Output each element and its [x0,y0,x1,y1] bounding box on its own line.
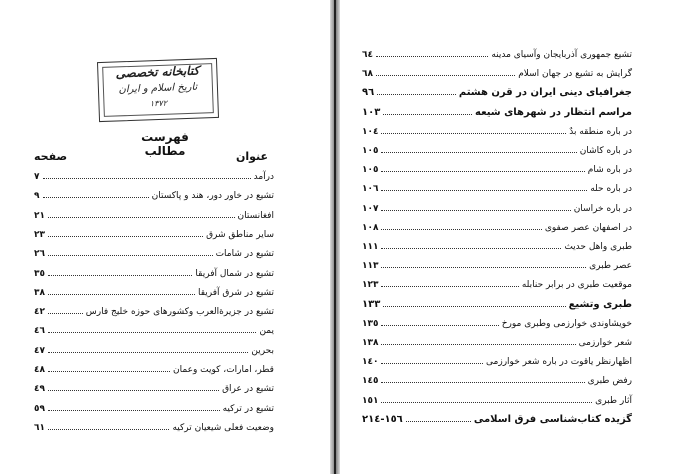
leader-dots [48,390,219,391]
left-page [0,0,330,474]
stamp-line-2: تاریخ اسلام و ایران [118,81,198,96]
toc-entry [34,263,274,279]
toc-entry-title: آثار طبری [595,395,632,406]
toc-entry-title: گزیده کتاب‌شناسی فرق اسلامی [473,413,632,425]
leader-dots [48,410,220,411]
toc-entry-page: ١٥١ [362,395,379,406]
toc-entry-title: تشیع در شرق آفریقا [197,287,274,298]
toc-entry-page: ٤٦ [34,326,45,337]
toc-entry [362,274,632,290]
toc-entry [362,217,632,233]
column-header-title: عنوان [235,150,268,163]
toc-entry-page: ١٠٣ [362,106,381,118]
toc-entry-title: وضعیت فعلی شیعیان ترکیه [172,422,274,433]
stamp-line-3: ١٣٧٢ [149,98,168,109]
toc-entry-page: ٥٩ [34,403,45,414]
toc-entry-title: طبری وتشیع [568,298,632,310]
leader-dots [381,286,518,287]
toc-entry-title: بحرین [251,345,274,356]
toc-entry [362,294,632,310]
toc-entry-title: در اصفهان عصر صفوی [544,222,632,233]
toc-entry-page: ٤٢ [34,307,45,318]
leader-dots [48,352,248,353]
toc-entry-page: ١٠٦ [362,184,379,195]
leader-dots [381,344,575,345]
toc-entry-title: طبری واهل حدیث [564,242,632,252]
toc-entry-title: عصر طبری [589,261,632,272]
leader-dots [48,371,170,372]
toc-entry [362,390,632,406]
toc-entry [362,255,632,271]
toc-entry-page: ١٣٨ [362,338,379,348]
toc-entry-title: تشیع در شامات [215,249,274,260]
toc-entry [362,102,632,118]
toc-entry-page: ٢١ [34,210,45,221]
toc-entry [362,82,632,98]
toc-entry-title: تشیع در شمال آفریقا [195,268,274,279]
toc-entry [362,44,632,60]
toc-entry-page: ١٣٣ [362,298,381,310]
leader-dots [381,363,483,364]
toc-entry-page: ٢٦ [34,249,45,260]
toc-entry-title: قطر، امارات، کویت وعمان [173,365,274,375]
toc-entry-title: خویشاوندی خوارزمی وطبری مورخ [501,318,632,329]
toc-entry [34,282,274,298]
toc-entry [362,63,632,79]
leader-dots [381,382,584,383]
toc-entry-page: ١٠٧ [362,203,379,214]
toc-entry [34,166,274,182]
toc-entry [362,198,632,214]
leader-dots [48,217,235,218]
toc-entry-title: مراسم انتظار در شهرهای شیعه [475,106,632,118]
toc-entry-page: ١٢٣ [362,280,379,291]
leader-dots [406,421,471,422]
leader-dots [381,402,592,403]
toc-entry-page: ١٤٥ [362,376,379,387]
toc-entry-page: ٤٩ [34,384,45,395]
toc-entry-title: تشیع در خاور دور، هند و پاکستان [151,191,274,202]
toc-entry [34,205,274,221]
toc-entry-page: ١٠٤ [362,126,379,137]
leader-dots [376,56,488,57]
leader-dots [48,313,83,314]
leader-dots [381,325,498,326]
leader-dots [383,114,472,115]
right-toc-list [340,0,674,474]
toc-entry-title: در باره کاشان [579,146,632,156]
toc-entry-page: ٩ [34,191,40,202]
toc-entry-title: اظهارنظر یاقوت در باره شعر خوارزمی [486,357,632,368]
leader-dots [48,294,195,295]
toc-entry-title: تشیع در عراق [222,384,274,395]
toc-entry-title: شعر خوارزمی [578,338,632,348]
toc-entry-title: تشیع جمهوری آذربایجان وآسیای مدینه [491,50,632,60]
leader-dots [48,255,213,256]
toc-entry [34,224,274,240]
leader-dots [381,152,576,153]
toc-entry-page: ٣٨ [34,287,45,298]
toc-entry [362,236,632,252]
toc-entry-title: در باره شام [587,165,632,176]
leader-dots [377,94,456,95]
toc-entry [34,320,274,336]
toc-entry-page: ٤٨ [34,365,45,375]
toc-entry [34,417,274,433]
leader-dots [381,248,561,249]
toc-entry-title: افغانستان [237,210,274,221]
toc-entry-title: در باره خراسان [573,203,632,214]
toc-entry-title: رفض طبری [587,376,632,387]
toc-entry-title: جغرافیای دینی ایران در قرن هشتم [458,87,632,99]
toc-entry [362,313,632,329]
left-toc-list [0,0,330,474]
leader-dots [381,133,566,134]
toc-entry [34,340,274,356]
leader-dots [48,236,203,237]
toc-entry [362,178,632,194]
leader-dots [383,306,565,307]
stamp-line-1: کتابخانه تخصصی [115,63,200,81]
leader-dots [43,197,149,198]
toc-entry [362,140,632,156]
toc-entry-title: تشیع در ترکیه [222,403,274,414]
toc-entry [34,378,274,394]
toc-entry-page: ١٤٠ [362,357,379,368]
gutter-line [334,0,336,474]
toc-entry-page: ٦١ [34,422,45,433]
toc-entry [362,121,632,137]
toc-entry-title: یمن [259,326,274,337]
leader-dots [376,75,515,76]
toc-entry-title: موقعیت طبری در برابر حنابله [521,280,632,291]
toc-entry [34,185,274,201]
toc-entry-title: سایر مناطق شرق [206,229,274,240]
toc-title: فهرست مطالب [141,130,189,158]
toc-entry [362,351,632,367]
toc-entry-title: تشیع در جزیرةالعرب وکشورهای حوزه خلیج فارس [85,307,274,318]
leader-dots [381,229,541,230]
right-page [340,0,674,474]
leader-dots [43,178,251,179]
toc-entry-page: ١٣٥ [362,318,379,329]
toc-entry-page: ٧ [34,172,40,182]
toc-entry-page: ٣٥ [34,268,45,279]
leader-dots [381,190,587,191]
leader-dots [381,210,570,211]
leader-dots [381,171,584,172]
toc-entry-page: ١١١ [362,242,379,252]
toc-entry-page: ٦٤ [362,50,373,60]
toc-entry-page: ٤٧ [34,345,45,356]
toc-entry-page: ١٥٦-٢١٤ [362,413,403,425]
toc-entry-title: در باره حله [590,184,632,195]
toc-entry-title: در باره منطقه بدٌ [569,126,632,137]
toc-entry-title: گرایش به تشیع در جهان اسلام [518,69,632,80]
toc-entry-page: ٩٦ [362,87,375,99]
toc-entry [34,359,274,375]
toc-entry [362,159,632,175]
column-header-page: صفحه [34,150,68,163]
toc-entry-page: ١١٣ [362,261,379,272]
toc-entry [34,398,274,414]
toc-entry [34,301,274,317]
toc-entry-page: ٢٣ [34,229,45,240]
leader-dots [48,275,192,276]
toc-entry-page: ١٠٥ [362,165,379,176]
toc-entry-page: ٦٨ [362,69,373,80]
toc-entry [34,243,274,259]
toc-entry-page: ١٠٥ [362,146,379,156]
toc-entry [362,409,632,425]
toc-entry-title: درآمد [253,172,274,182]
toc-entry [362,370,632,386]
leader-dots [48,332,256,333]
toc-entry [362,332,632,348]
leader-dots [48,429,169,430]
toc-entry-page: ١٠٨ [362,222,379,233]
leader-dots [381,267,586,268]
